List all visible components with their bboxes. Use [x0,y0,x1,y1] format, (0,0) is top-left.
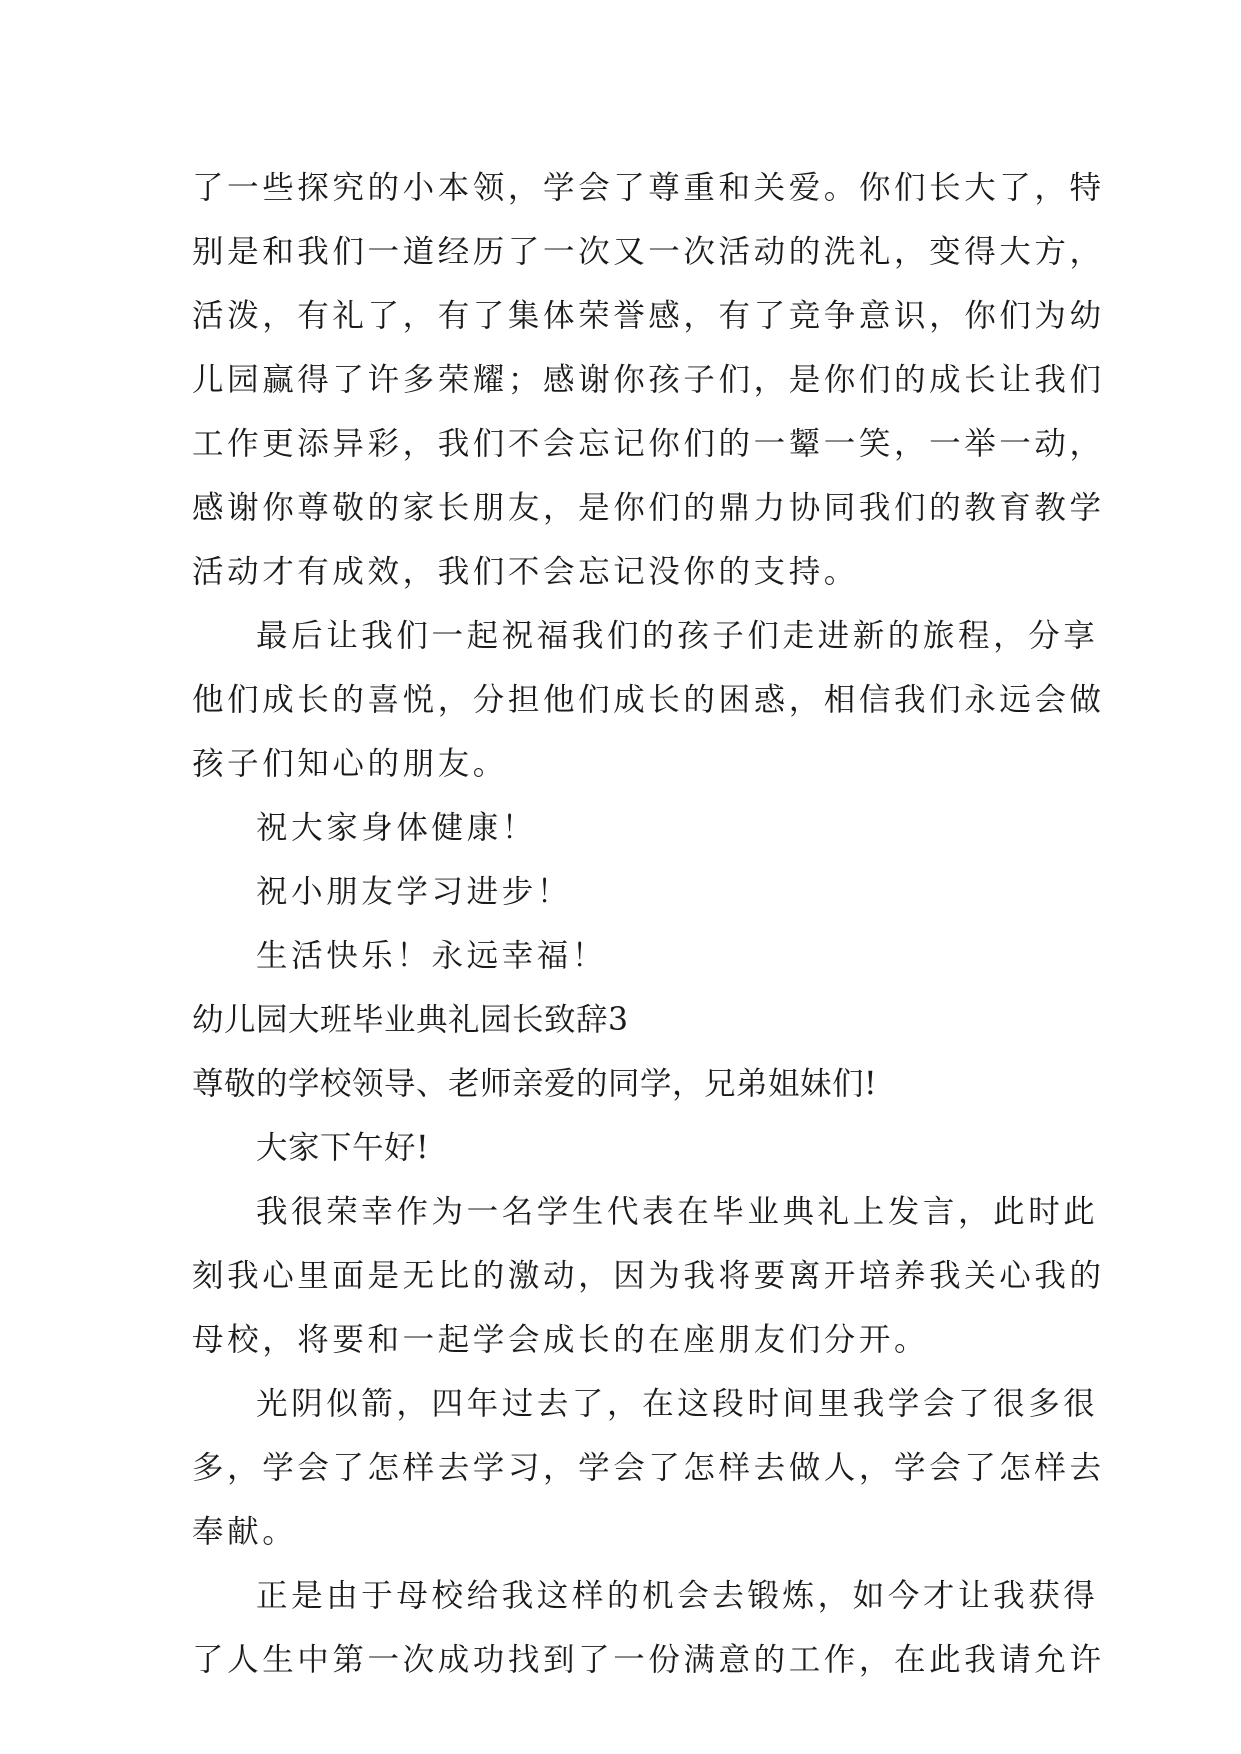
text-line: 光阴似箭，四年过去了，在这段时间里我学会了很多很 [256,1386,1099,1422]
text-line: 别是和我们一道经历了一次又一次活动的洗礼，变得大方， [192,234,1105,270]
text-line: 他们成长的喜悦，分担他们成长的困惑，相信我们永远会做 [192,682,1105,718]
text-line: 工作更添异彩，我们不会忘记你们的一颦一笑，一举一动， [192,426,1105,462]
salutation-line: 尊敬的学校领导、老师亲爱的同学，兄弟姐妹们! [192,1066,878,1102]
text-line: 我很荣幸作为一名学生代表在毕业典礼上发言，此时此 [256,1194,1099,1230]
text-line: 了人生中第一次成功找到了一份满意的工作，在此我请允许 [192,1642,1105,1678]
text-line: 正是由于母校给我这样的机会去锻炼，如今才让我获得 [256,1578,1099,1614]
text-line: 孩子们知心的朋友。 [192,746,508,782]
text-line: 奉献。 [192,1514,298,1550]
section-heading: 幼儿园大班毕业典礼园长致辞3 [192,1002,629,1038]
text-line: 祝小朋友学习进步！ [256,874,572,910]
text-line: 活动才有成效，我们不会忘记没你的支持。 [192,554,859,590]
text-line: 儿园赢得了许多荣耀；感谢你孩子们，是你们的成长让我们 [192,362,1105,398]
text-line: 感谢你尊敬的家长朋友，是你们的鼎力协同我们的教育教学 [192,490,1105,526]
text-line: 最后让我们一起祝福我们的孩子们走进新的旅程，分享 [256,618,1099,654]
greeting-line: 大家下午好! [256,1130,430,1166]
text-line: 了一些探究的小本领，学会了尊重和关爱。你们长大了，特 [192,170,1105,206]
document-body [192,156,1105,1692]
text-line: 活泼，有礼了，有了集体荣誉感，有了竞争意识，你们为幼 [192,298,1105,334]
text-line: 多，学会了怎样去学习，学会了怎样去做人，学会了怎样去 [192,1450,1105,1486]
text-line: 祝大家身体健康！ [256,810,537,846]
text-line: 生活快乐！永远幸福！ [256,938,608,974]
text-line: 刻我心里面是无比的激动，因为我将要离开培养我关心我的 [192,1258,1105,1294]
text-line: 母校，将要和一起学会成长的在座朋友们分开。 [192,1322,930,1358]
